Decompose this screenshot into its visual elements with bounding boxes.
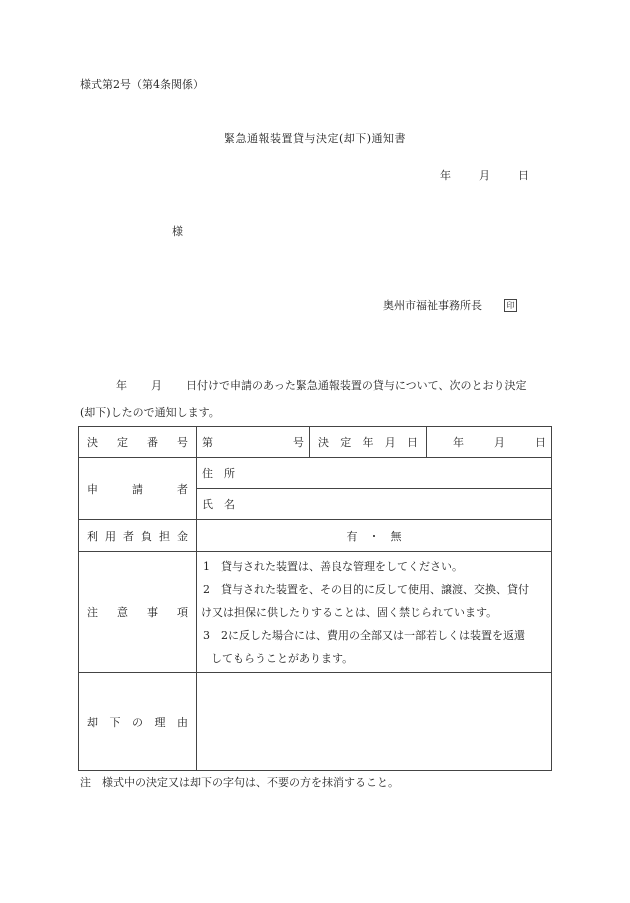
issue-date-month: 月 — [479, 169, 490, 182]
applicant-name-cell — [197, 489, 552, 520]
body-text: 日付けで申請のあった緊急通報装置の貸与について、次のとおり決定 — [186, 379, 527, 392]
decision-date-day: 日 — [535, 436, 546, 449]
table-row-applicant-address — [79, 458, 552, 489]
rejection-reason-cell — [197, 673, 552, 771]
form-number-label: 様式第2号（第4条関係） — [80, 78, 204, 91]
table-row-rejection — [79, 673, 552, 771]
decision-date-label: 決定年月日 — [310, 427, 427, 458]
name-label: 氏 名 — [202, 498, 235, 511]
decision-date-month: 月 — [494, 436, 505, 449]
issuer — [383, 297, 517, 313]
number-suffix: 号 — [293, 436, 304, 449]
note-line: 3 2に反した場合には、費用の全部又は一部若しくは装置を返還 — [203, 628, 525, 642]
note-line: 1 貸与された装置は、善良な管理をしてください。 — [203, 559, 463, 573]
decision-number-cell — [197, 427, 310, 458]
rejection-label: 却下の理由 — [79, 673, 197, 771]
note-line: け又は担保に供したりすることは、固く禁じられています。 — [201, 605, 498, 619]
decision-number-label: 決定番号 — [79, 427, 197, 458]
issuer-name: 奥州市福祉事務所長 — [383, 299, 482, 312]
issue-date — [440, 167, 529, 183]
issue-date-day: 日 — [518, 169, 529, 182]
body-paragraph-line1 — [80, 377, 550, 393]
decision-date-year: 年 — [453, 436, 464, 449]
table-row-decision — [79, 427, 552, 458]
applicant-address-cell — [197, 458, 552, 489]
table-row-cost — [79, 520, 552, 552]
note-line: してもらうことがあります。 — [211, 651, 354, 665]
notification-table — [78, 426, 552, 771]
cost-label: 利用者負担金 — [79, 520, 197, 552]
document-title: 緊急通報装置貸与決定(却下)通知書 — [223, 132, 407, 145]
notes-cell — [197, 552, 552, 673]
body-paragraph-line2: (却下)したので通知します。 — [80, 406, 220, 419]
cost-value: 有 ・ 無 — [197, 520, 552, 552]
issue-date-year: 年 — [440, 169, 451, 182]
notes-label: 注意事項 — [79, 552, 197, 673]
body-month: 月 — [151, 379, 162, 392]
seal-mark: 印 — [504, 299, 517, 312]
addressee-honorific: 様 — [172, 225, 183, 238]
applicant-label: 申請者 — [79, 458, 197, 520]
table-row-notes — [79, 552, 552, 673]
decision-date-cell — [427, 427, 552, 458]
footnote: 注 様式中の決定又は却下の字句は、不要の方を抹消すること。 — [80, 776, 399, 789]
note-line: 2 貸与された装置を、その目的に反して使用、譲渡、交換、貸付 — [203, 582, 529, 596]
body-year: 年 — [116, 379, 127, 392]
address-label: 住 所 — [202, 467, 235, 480]
number-prefix: 第 — [202, 436, 213, 449]
